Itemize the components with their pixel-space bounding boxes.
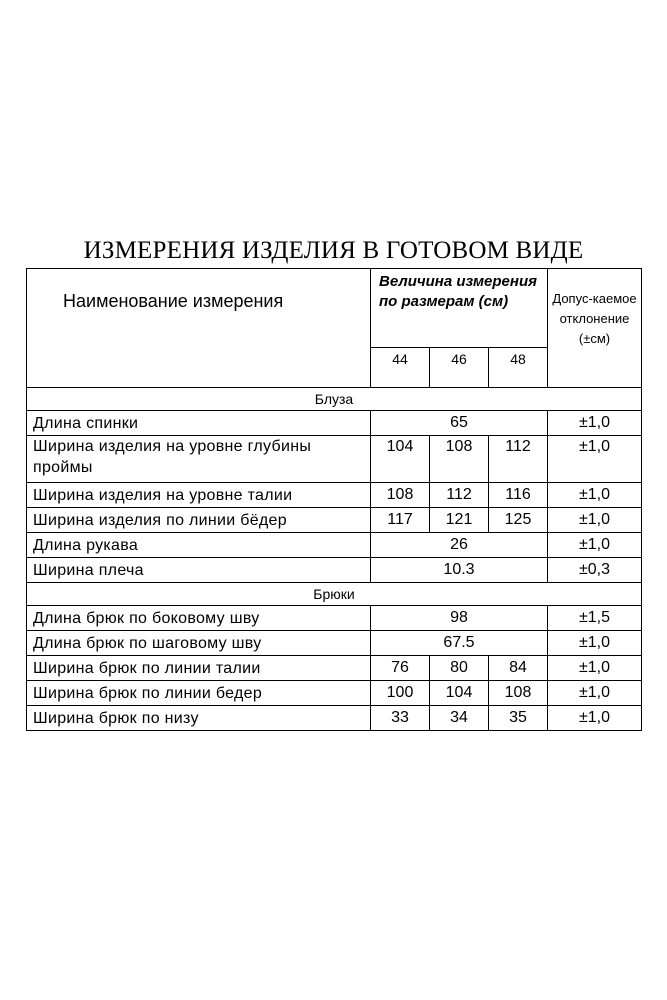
size-value: 108	[489, 681, 548, 706]
size-value: 35	[489, 706, 548, 731]
merged-value: 26	[371, 533, 548, 558]
merged-value: 10.3	[371, 558, 548, 583]
size-value: 108	[371, 483, 430, 508]
measurement-name-header: Наименование измерения	[27, 269, 371, 388]
tolerance-value: ±1,0	[548, 436, 642, 483]
table-row	[27, 483, 642, 508]
table-row	[27, 411, 642, 436]
merged-value: 65	[371, 411, 548, 436]
section-label: Брюки	[27, 583, 642, 606]
merged-value: 67.5	[371, 631, 548, 656]
tolerance-value: ±1,0	[548, 508, 642, 533]
table-row	[27, 656, 642, 681]
size-value: 100	[371, 681, 430, 706]
section-row	[27, 583, 642, 606]
size-header: 48	[489, 348, 548, 388]
document-title: ИЗМЕРЕНИЯ ИЗДЕЛИЯ В ГОТОВОМ ВИДЕ	[83, 237, 584, 264]
size-value: 33	[371, 706, 430, 731]
measurement-name: Ширина изделия по линии бёдер	[27, 508, 371, 533]
tolerance-value: ±1,0	[548, 411, 642, 436]
size-values-header: Величина измерения по размерам (см)	[371, 269, 548, 348]
size-value: 34	[430, 706, 489, 731]
size-header: 46	[430, 348, 489, 388]
tolerance-value: ±1,0	[548, 706, 642, 731]
size-value: 125	[489, 508, 548, 533]
size-value: 104	[371, 436, 430, 483]
tolerance-value: ±1,0	[548, 631, 642, 656]
measurement-name: Ширина изделия на уровне глубины проймы	[27, 436, 371, 483]
section-label: Блуза	[27, 388, 642, 411]
size-value: 84	[489, 656, 548, 681]
size-value: 80	[430, 656, 489, 681]
table-row	[27, 681, 642, 706]
tolerance-value: ±1,0	[548, 483, 642, 508]
tolerance-value: ±1,0	[548, 681, 642, 706]
size-header: 44	[371, 348, 430, 388]
table-row	[27, 508, 642, 533]
table-row	[27, 631, 642, 656]
tolerance-value: ±1,0	[548, 656, 642, 681]
measurement-name: Ширина брюк по линии бедер	[27, 681, 371, 706]
table-row	[27, 533, 642, 558]
measurement-name: Ширина изделия на уровне талии	[27, 483, 371, 508]
size-value: 76	[371, 656, 430, 681]
tolerance-value: ±1,5	[548, 606, 642, 631]
measurement-name: Длина брюк по боковому шву	[27, 606, 371, 631]
measurement-name: Длина спинки	[27, 411, 371, 436]
measurement-name: Ширина плеча	[27, 558, 371, 583]
tolerance-header: Допус-каемое отклонение (±см)	[548, 269, 642, 388]
section-row	[27, 388, 642, 411]
size-value: 108	[430, 436, 489, 483]
header-row	[27, 269, 642, 348]
table-row	[27, 706, 642, 731]
measurement-name: Ширина брюк по низу	[27, 706, 371, 731]
merged-value: 98	[371, 606, 548, 631]
table-row	[27, 436, 642, 483]
measurement-name: Длина брюк по шаговому шву	[27, 631, 371, 656]
size-value: 112	[430, 483, 489, 508]
size-value: 121	[430, 508, 489, 533]
measurement-name: Ширина брюк по линии талии	[27, 656, 371, 681]
size-value: 116	[489, 483, 548, 508]
tolerance-value: ±0,3	[548, 558, 642, 583]
measurements-table	[26, 268, 642, 731]
tolerance-value: ±1,0	[548, 533, 642, 558]
table-row	[27, 558, 642, 583]
size-value: 104	[430, 681, 489, 706]
table-row	[27, 606, 642, 631]
measurement-name: Длина рукава	[27, 533, 371, 558]
size-value: 112	[489, 436, 548, 483]
size-value: 117	[371, 508, 430, 533]
